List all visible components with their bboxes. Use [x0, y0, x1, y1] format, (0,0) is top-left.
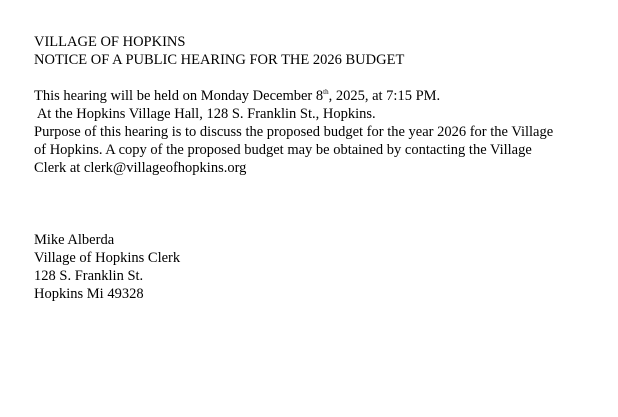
signature-title: Village of Hopkins Clerk [34, 250, 181, 266]
heading-notice-title: NOTICE OF A PUBLIC HEARING FOR THE 2026 BUDGET [34, 52, 405, 68]
hearing-location-text: At the Hopkins Village Hall, 128 S. Franklin St., Hopkins. [34, 106, 376, 122]
notice-document [34, 33, 614, 303]
hearing-location-line [34, 105, 614, 123]
signature-street: 128 S. Franklin St. [34, 268, 144, 284]
purpose-line-1: Purpose of this hearing is to discuss the proposed budget for the year 2026 for the Village [34, 124, 554, 140]
purpose-line-3: Clerk at clerk@villageofhopkins.org [34, 160, 247, 176]
hearing-date-line [34, 87, 614, 105]
signature-city: Hopkins Mi 49328 [34, 286, 144, 302]
signature-name: Mike Alberda [34, 232, 115, 248]
hearing-date-time: , 2025, at 7:15 PM. [328, 88, 441, 104]
date-ordinal-suffix: th [323, 88, 329, 96]
purpose-line-2: of Hopkins. A copy of the proposed budget may be obtained by contacting the Village [34, 142, 532, 158]
spacer [34, 69, 614, 87]
spacer [34, 177, 614, 231]
hearing-date-text: This hearing will be held on Monday December 8 [34, 88, 324, 104]
heading-village: VILLAGE OF HOPKINS [34, 34, 186, 50]
